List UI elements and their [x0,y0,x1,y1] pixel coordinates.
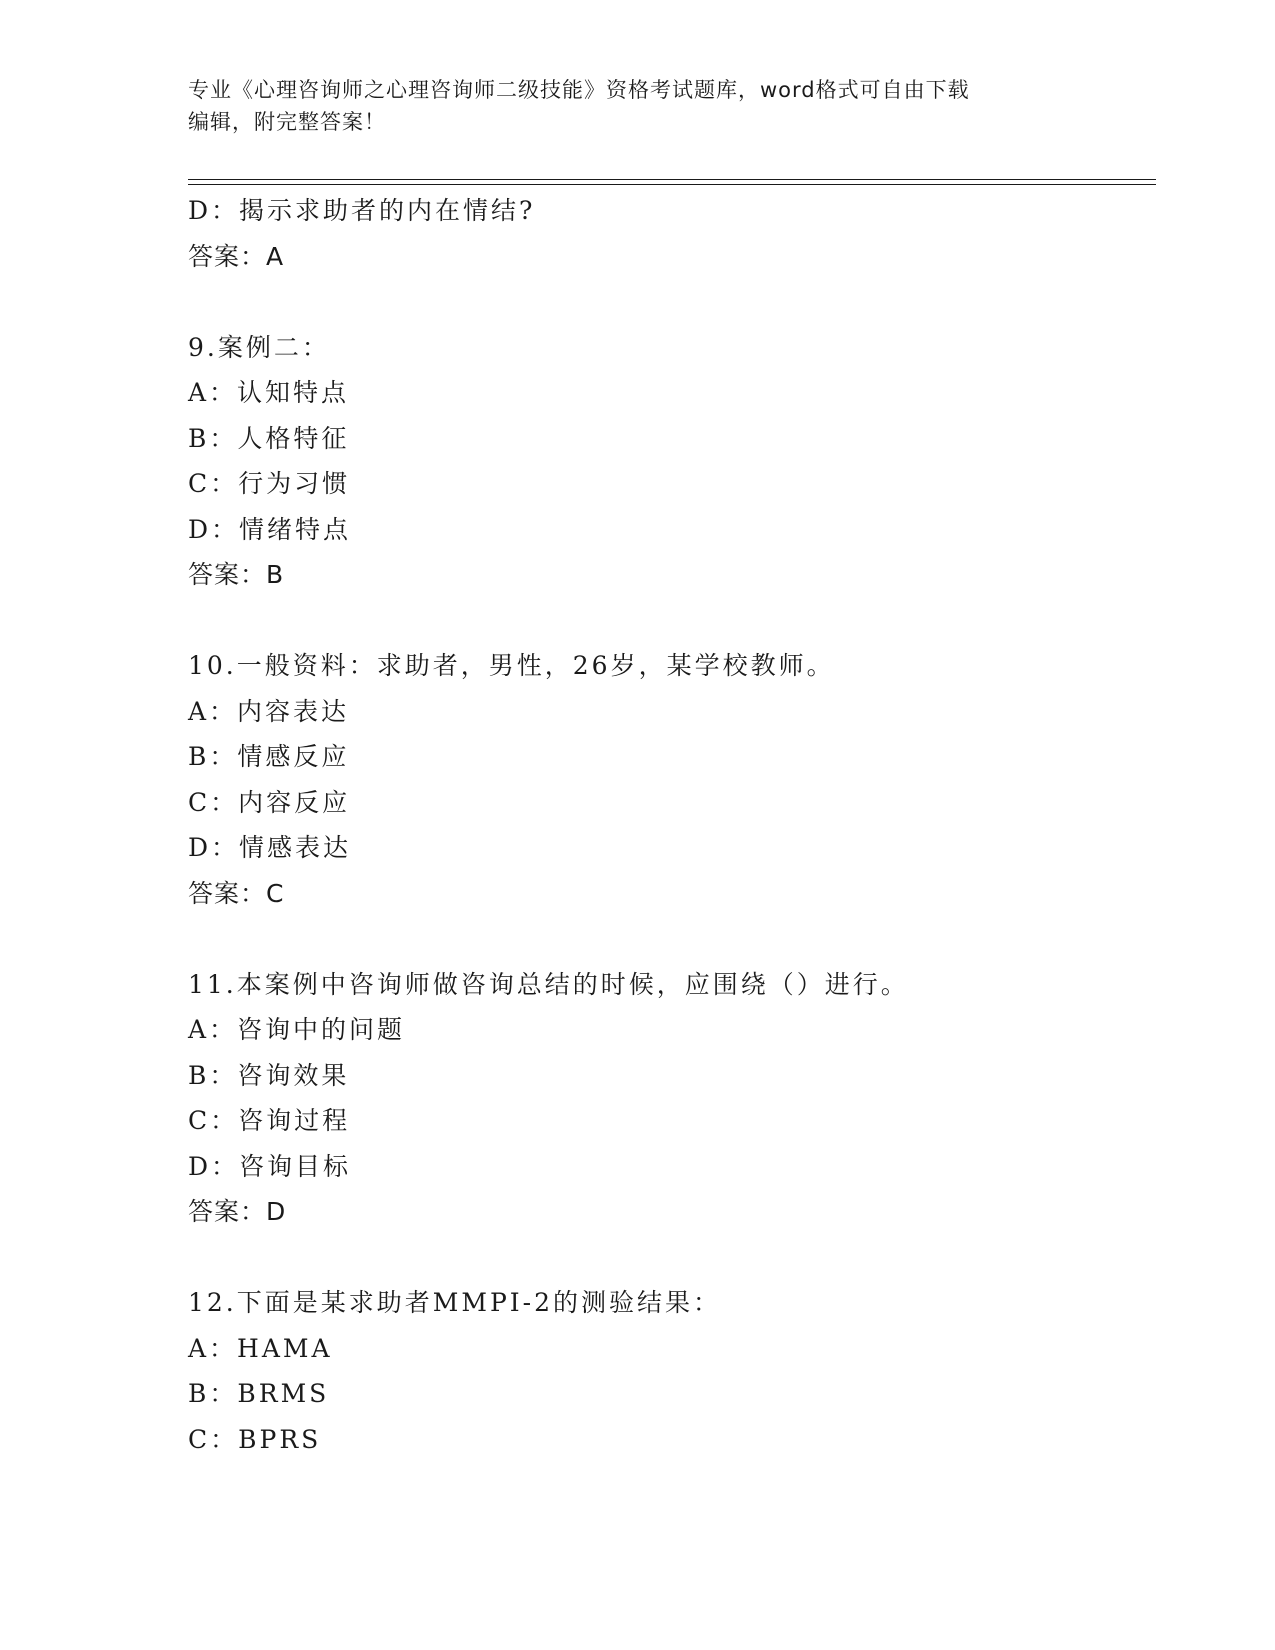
option-item: D：咨询目标 [188,1151,352,1181]
question-list [188,188,1156,1462]
option-item: C：咨询过程 [188,1106,351,1135]
option-item: B：BRMS [188,1379,330,1408]
document-header [188,74,1088,138]
spacer [188,598,1156,644]
option-item: B：咨询效果 [188,1060,350,1090]
spacer [188,1235,1156,1281]
question-stem: 11.本案例中咨询师做咨询总结的时候，应围绕（）进行。 [188,969,909,999]
option-item: A：咨询中的问题 [188,1015,406,1044]
option-item: A：认知特点 [188,378,350,407]
question-stem: 10.一般资料：求助者，男性，26岁，某学校教师。 [188,651,835,680]
answer-line: 答案：B [188,560,285,589]
option-item: D：揭示求助者的内在情结? [188,196,536,225]
header-divider-bottom [188,184,1156,185]
header-line-2: 编辑，附完整答案！ [188,110,386,134]
header-line-1: 专业《心理咨询师之心理咨询师二级技能》资格考试题库，word格式可自由下载 [188,78,970,102]
spacer [188,916,1156,962]
option-item: B：人格特征 [188,423,350,453]
answer-line: 答案：C [188,878,285,908]
option-item: D：情绪特点 [188,514,352,544]
option-item: D：情感表达 [188,833,352,862]
option-item: A：HAMA [188,1333,333,1363]
option-item: B：情感反应 [188,742,350,771]
option-item: A：内容表达 [188,696,350,726]
answer-line: 答案：D [188,1197,287,1226]
header-divider-top [188,179,1156,180]
question-stem: 12.下面是某求助者MMPI-2的测验结果： [188,1288,722,1317]
option-item: C：行为习惯 [188,469,351,498]
answer-line: 答案：A [188,241,285,271]
spacer [188,279,1156,325]
question-stem: 9.案例二： [188,332,330,362]
option-item: C：BPRS [188,1424,322,1454]
option-item: C：内容反应 [188,787,351,817]
